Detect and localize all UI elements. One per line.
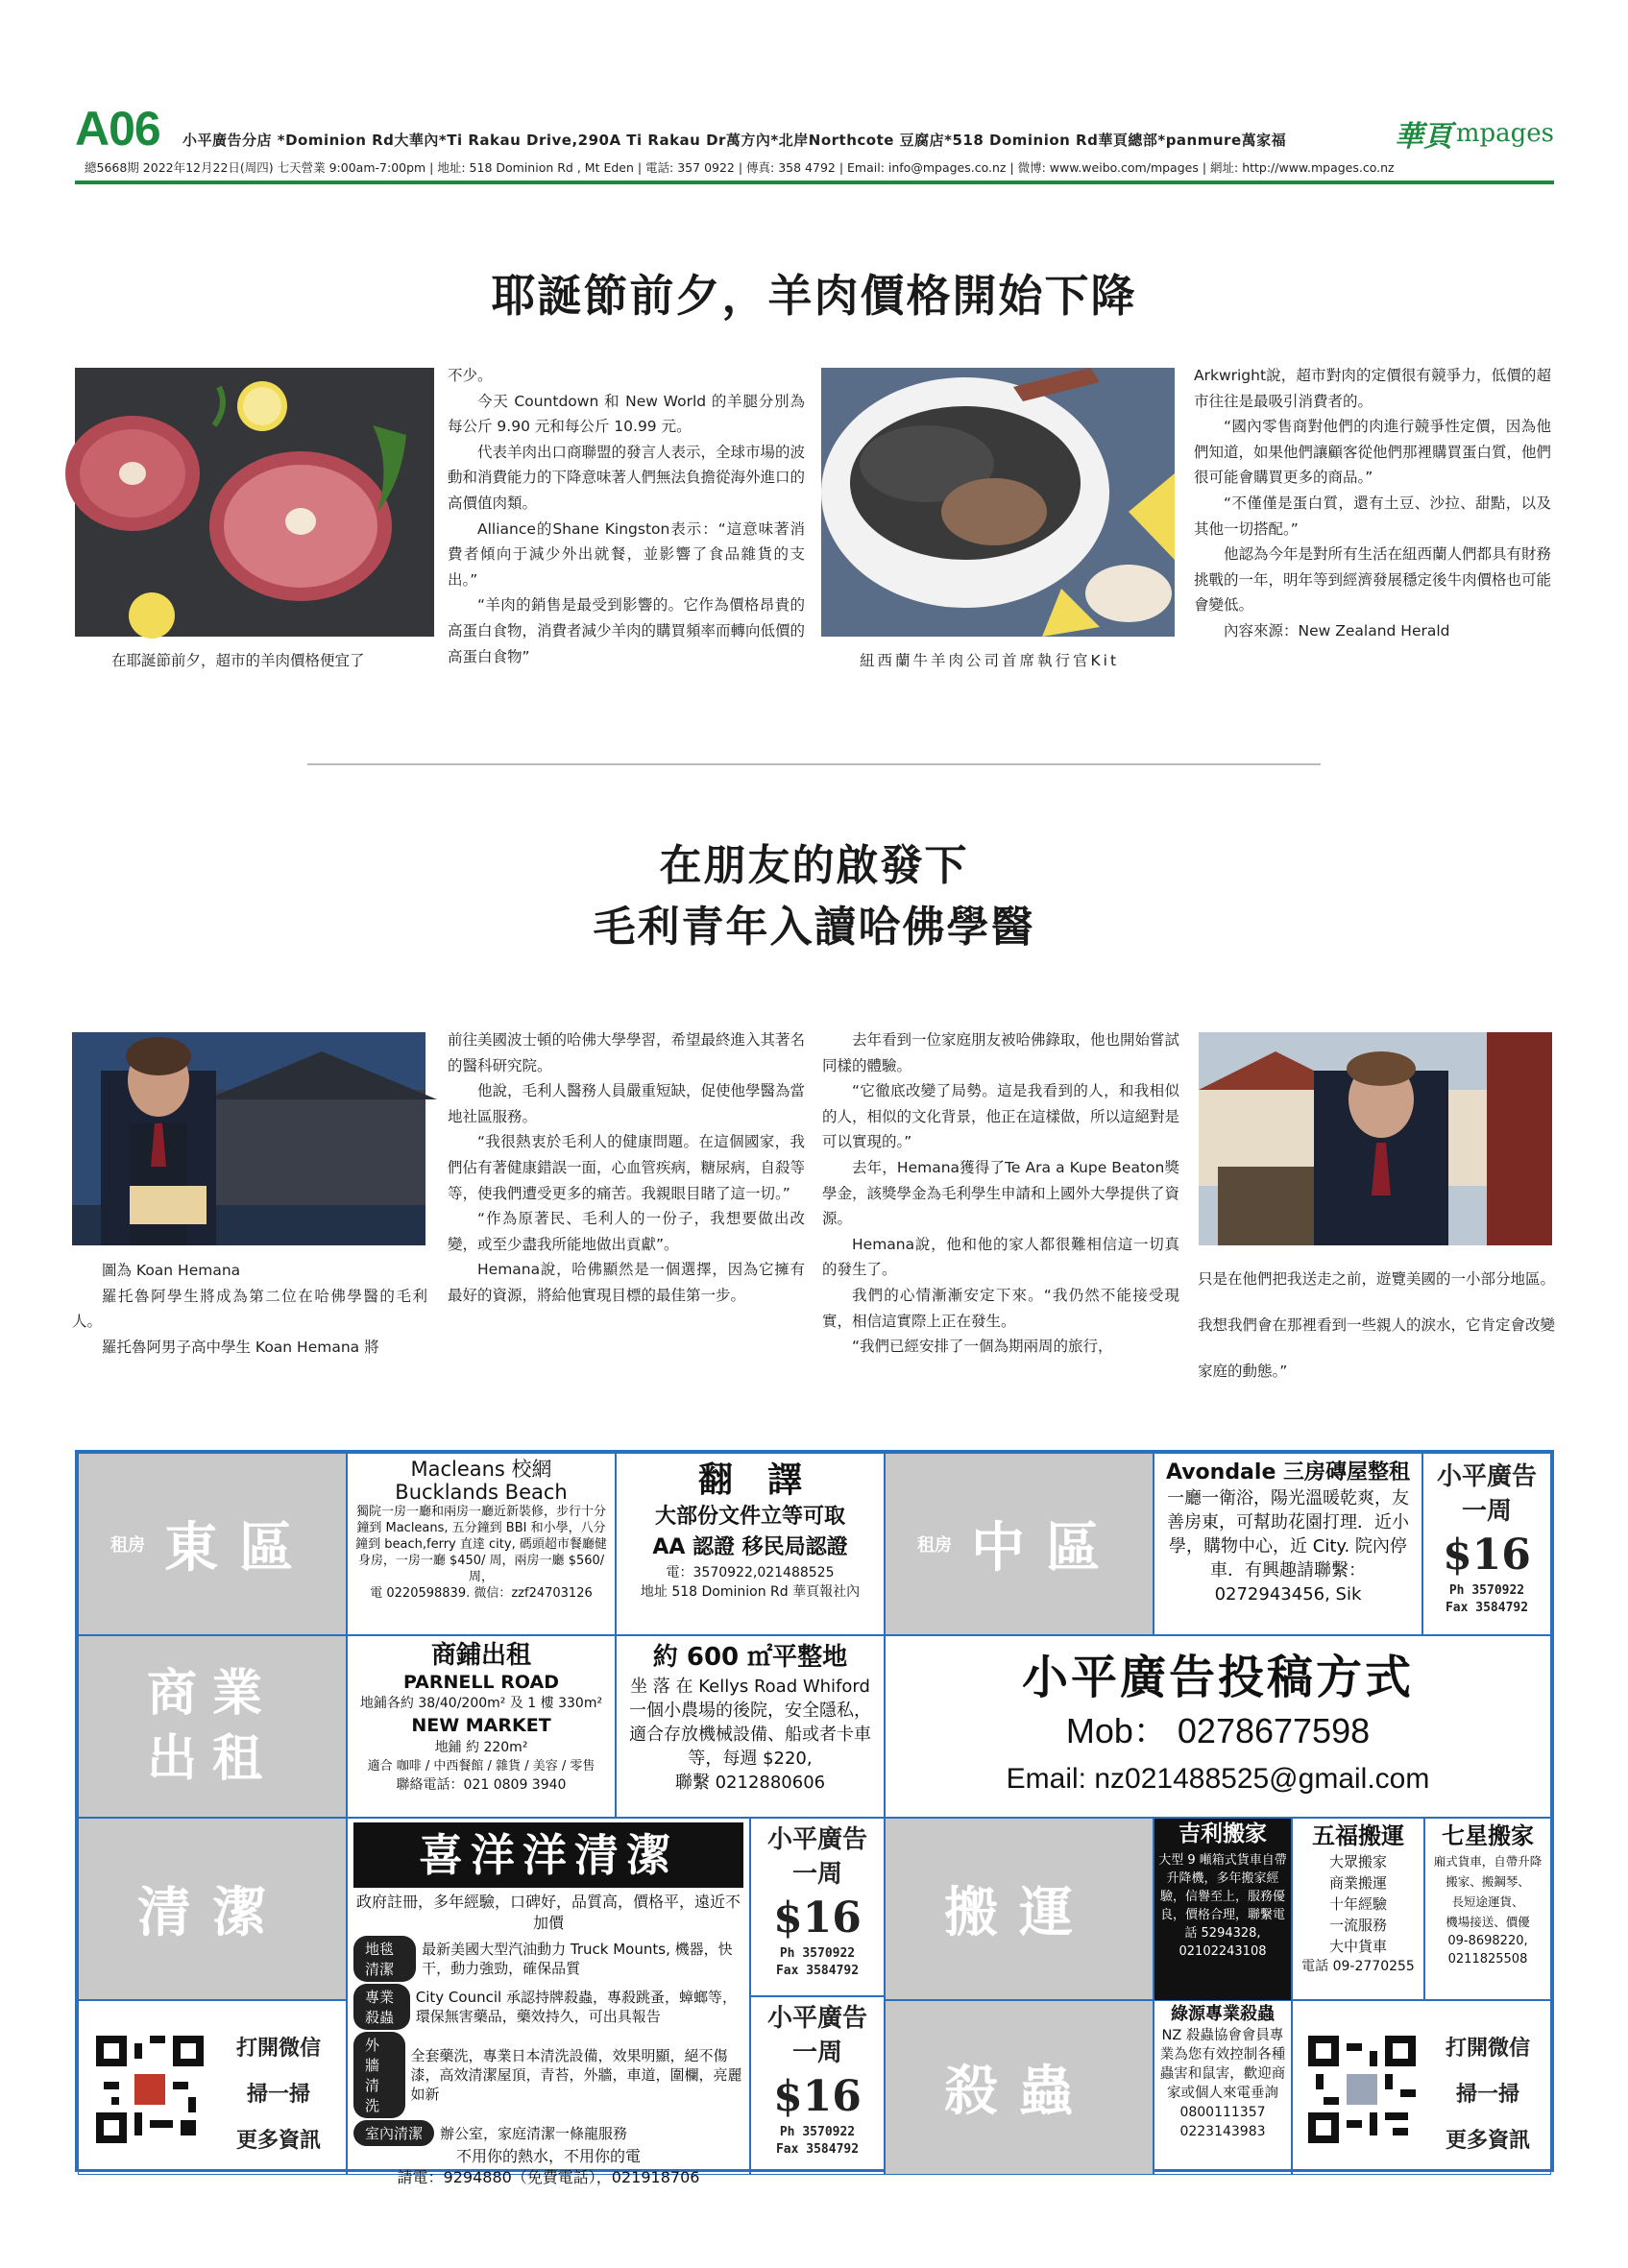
ad-title: 七星搬家 (1442, 1822, 1534, 1849)
ad-subtitle: Bucklands Beach (395, 1481, 568, 1504)
ad-market-size: 地鋪 約 220m² (434, 1740, 528, 1755)
ad-body: 一廳一衛浴，陽光溫暖乾爽，友善房東，可幫助花園打理．近小學，購物中心，近 City. 院內停車．有興趣請聯繫： (1167, 1488, 1409, 1580)
category-cleaning (78, 1818, 347, 2000)
ad-body: NZ 殺蟲協會會員專業為您有效控制各種蟲害和鼠害，歡迎商家或個人來電垂詢 (1159, 2028, 1286, 2101)
ad-qixing-moving (1424, 1818, 1551, 2000)
ad-body: 獨院一房一廳和兩房一廳近新裝修，步行十分鐘到 Macleans, 五分鐘到 BBI 和小學，八分鐘到 beach,ferry 直達 city, 碼頭超市餐廳健身房，一房一廳 $450/ 周，兩房一廳 $560/ 周， (355, 1505, 607, 1584)
ad-body: 坐 落 在 Kellys Road Whiford 一個小農場的後院，安全隱私，適合存放機械設備、船或者卡車等，每週 $220, (629, 1677, 871, 1769)
category-moving (885, 1818, 1154, 2000)
paragraph: Hemana說，他和他的家人都很難相信這一切真的發生了。 (822, 1235, 1179, 1279)
ad-title: Avondale 三房磚屋整租 (1165, 1460, 1411, 1484)
category-label: 出租 (146, 1730, 278, 1788)
article1-caption1: 在耶誕節前夕，超市的羊肉價格便宜了 (111, 652, 365, 669)
cleaning-tag: 專業殺蟲 (353, 1984, 410, 2030)
ad-sizes: 地鋪各約 38/40/200m² 及 1 樓 330m² (359, 1696, 603, 1711)
wechat-line: 掃一掃 (246, 2083, 310, 2107)
mpages-logo (1395, 112, 1554, 155)
ad-shop-rental (347, 1635, 616, 1818)
article1-col1 (448, 363, 805, 669)
article2-headline-line1: 在朋友的啟發下 (659, 841, 969, 890)
ad-price-box-2 (750, 1818, 885, 1996)
paragraph: 羅托魯阿學生將成為第二位在哈佛學醫的毛利人。 (72, 1287, 427, 1331)
qr-code-icon[interactable] (1308, 2036, 1416, 2143)
ad-phone: 電話 09-2770255 (1301, 1959, 1415, 1974)
ad-submission (885, 1635, 1551, 1818)
wechat-line: 更多資訊 (235, 2129, 321, 2153)
ad-phone: 聯絡電話：021 0809 3940 (396, 1777, 567, 1793)
price-value: $16 (1443, 1531, 1531, 1580)
price-period: 一周 (791, 2039, 842, 2067)
paragraph: 不少。 (448, 367, 493, 384)
article2-col4 (1198, 1256, 1555, 1394)
ad-cleaning (347, 1818, 750, 2186)
cleaning-text: City Council 承認持牌殺蟲，專殺跳蚤，蟑螂等，環保無害藥品，藥效持久，可出具報告 (415, 1989, 737, 2025)
qr-code-icon[interactable] (96, 2036, 204, 2143)
paragraph: 去年看到一位家庭朋友被哈佛錄取，他也開始嘗試同樣的體驗。 (822, 1031, 1180, 1074)
paragraph: 圖為 Koan Hemana (102, 1262, 241, 1279)
price-title: 小平廣告 (766, 1825, 867, 1854)
submit-mob: Mob： 0278677598 (1065, 1711, 1371, 1750)
category-label: 殺蟲 (944, 2061, 1094, 2123)
price-value: $16 (773, 2072, 862, 2121)
category-pest-control (885, 2000, 1154, 2175)
wechat-line: 打開微信 (235, 2037, 321, 2061)
paragraph: 羅托魯阿男子高中學生 Koan Hemana 將 (102, 1338, 379, 1356)
price-title: 小平廣告 (766, 2004, 867, 2033)
price-phone: Ph 3570922 (779, 1946, 856, 1961)
page-number: A06 (75, 102, 160, 156)
article1-headline: 耶誕節前夕，羊肉價格開始下降 (491, 270, 1137, 322)
article2-headline-line2: 毛利青年入讀哈佛學醫 (593, 903, 1035, 952)
cleaning-title: 喜洋洋清潔 (353, 1822, 743, 1888)
ad-body: 大眾搬家 商業搬運 十年經驗 一流服務 大中貨車 (1328, 1853, 1387, 1955)
paragraph: Arkwright說，超市對肉的定價很有競爭力，低價的超市往往是最吸引消費者的。 (1194, 367, 1551, 410)
paragraph: 只是在他們把我送走之前，遊覽美國的一小部分地區。我想我們會在那裡看到一些親人的淚水，它肯定會改變家庭的動態。” (1198, 1270, 1556, 1380)
classifieds-section (75, 1450, 1554, 2186)
ad-line: 大部份文件立等可取 (654, 1505, 845, 1529)
article-divider (307, 763, 1321, 765)
category-label: 商業 (146, 1665, 278, 1723)
cleaning-text: 辦公室，家庭清潔一條龍服務 (440, 2124, 628, 2142)
cleaning-phone: 請電：9294880（免費電話），021918706 (397, 2168, 700, 2186)
ad-contact: 0272943456, Sik (1214, 1584, 1362, 1604)
price-fax: Fax 3584792 (775, 1964, 860, 1978)
ad-road: PARNELL ROAD (403, 1672, 559, 1693)
ad-translation (616, 1453, 885, 1635)
paragraph: 我們的心情漸漸安定下來。“我仍然不能接受現實，相信這實際上正在發生。 (822, 1286, 1179, 1330)
ad-wufu-moving (1292, 1818, 1424, 2000)
ad-title: 約 600 ㎡平整地 (652, 1643, 848, 1672)
wechat-line: 打開微信 (1445, 2037, 1530, 2061)
wechat-promo-left (78, 2000, 347, 2175)
ad-title: Macleans 校網 (410, 1458, 552, 1481)
wechat-line: 掃一掃 (1455, 2083, 1519, 2107)
paragraph: “羊肉的銷售是最受到影響的。它作為價格昂貴的高蛋白食物，消費者減少羊肉的購買頻率而轉向低價的高蛋白食物” (448, 596, 806, 665)
ad-title: 吉利搬家 (1154, 1819, 1291, 1849)
cleaning-text: 最新美國大型汽油動力 Truck Mounts, 機器，快干，動力強勁，確保品質 (422, 1941, 733, 1977)
ad-price-box-3 (750, 1996, 885, 2175)
paragraph: 內容來源：New Zealand Herald (1224, 621, 1450, 639)
ad-land (616, 1635, 885, 1818)
submit-email: Email: nz021488525@gmail.com (1006, 1763, 1430, 1795)
article2-headline (0, 835, 1628, 958)
price-value: $16 (773, 1894, 862, 1942)
paragraph: “我們已經安排了一個為期兩周的旅行， (852, 1338, 1113, 1356)
cleaning-text: 全套藥洗，專業日本清洗設備，效果明顯，絕不傷漆，高效清潔屋頂，青苔，外牆，車道，圍欄，亮麗如新 (410, 2047, 742, 2103)
category-rental-east (78, 1453, 347, 1635)
cleaning-tag: 地毯清潔 (353, 1936, 416, 1982)
ad-body: 大型 9 噸箱式貨車自帶升降機，多年搬家經驗，信譽至上，服務優良，價格合理，聯繫電話 5294328, 02102243108 (1154, 1849, 1291, 2001)
category-small-label: 租房 (110, 1535, 145, 1556)
category-label: 清潔 (137, 1882, 287, 1944)
issue-info: 總5668期 2022年12月22日(周四) 七天營業 9:00am-7:00pm | 地址: 518 Dominion Rd , Mt Eden | 電話: 357 0922 | 傳真: 358 4792 | Email: info@mpages.co.nz | 微博: www.weibo.com/mpages | 網址: http://www.mpages.co.nz (85, 160, 1395, 175)
ad-title: 翻 譯 (697, 1460, 802, 1500)
category-rental-central (885, 1453, 1154, 1635)
ad-market: NEW MARKET (411, 1715, 551, 1736)
paragraph: 他認為今年是對所有生活在紐西蘭人們都具有財務挑戰的一年，明年等到經濟發展穩定後牛肉價格也可能會變低。 (1194, 545, 1552, 615)
submit-title: 小平廣告投稿方式 (1021, 1651, 1414, 1704)
cleaning-intro: 政府註冊，多年經驗，口碑好，品質高，價格平，遠近不加價 (355, 1893, 741, 1932)
ad-phone: 電：3570922,021488525 (666, 1565, 835, 1580)
category-label: 東區 (164, 1517, 314, 1580)
category-commercial (78, 1635, 347, 1818)
koan-hemana-photo-2 (1199, 1032, 1552, 1245)
cleaning-tag: 外牆清洗 (353, 2032, 405, 2118)
wechat-promo-right (1292, 2000, 1551, 2175)
ad-contact: 聯繫 0212880606 (674, 1773, 826, 1793)
logo-mark: 華頁 (1394, 120, 1452, 154)
cleaning-note: 不用你的熱水，不用你的電 (455, 2147, 641, 2165)
branch-list: 小平廣告分店 *Dominion Rd大華內*Ti Rakau Drive,290A Ti Rakau Dr萬方內*北岸Northcote 豆腐店*518 Dominion Rd華頁總部*panmure萬家福 (182, 132, 1287, 149)
category-label: 搬運 (944, 1882, 1094, 1944)
paragraph: 前往美國波士頓的哈佛大學學習，希望最終進入其著名的醫科研究院。 (448, 1031, 806, 1074)
paragraph: “我很熱衷於毛利人的健康問題。在這個國家，我們佔有著健康錯誤一面，心血管疾病，糖尿病，自殺等等，使我們遭受更多的痛苦。我親眼目睹了這一切。” (448, 1133, 806, 1202)
wechat-line: 更多資訊 (1445, 2129, 1530, 2153)
article1-col2 (1194, 363, 1551, 644)
price-period: 一周 (791, 1860, 842, 1889)
logo-text: mpages (1455, 119, 1554, 148)
koan-hemana-photo-1 (72, 1032, 425, 1245)
paragraph: Hemana說，哈佛顯然是一個選擇，因為它擁有最好的資源，將給他實現目標的最佳第一步。 (448, 1261, 805, 1304)
ad-jili-moving (1154, 1818, 1292, 2000)
price-fax: Fax 3584792 (775, 2142, 860, 2157)
ad-address: 地址 518 Dominion Rd 華頁報社內 (640, 1584, 861, 1600)
price-phone: Ph 3570922 (779, 2125, 856, 2139)
ad-body: 廂式貨車，自帶升降 搬家、搬鋼琴、 長短途運貨、 機場接送、價優 (1433, 1854, 1543, 1929)
paragraph: 他說，毛利人醫務人員嚴重短缺，促使他學醫為當地社區服務。 (448, 1082, 806, 1125)
price-period: 一周 (1461, 1497, 1512, 1526)
paragraph: 去年，Hemana獲得了Te Ara a Kupe Beaton獎學金，該獎學金為毛利學生申請和上國外大學提供了資源。 (822, 1158, 1180, 1228)
paragraph: 代表羊肉出口商聯盟的發言人表示，全球市場的波動和消費能力的下降意味著人們無法負擔從海外進口的高價值肉類。 (448, 443, 806, 512)
paragraph: Alliance的Shane Kingston表示：“這意味著消費者傾向于減少外出就餐，並影響了食品雜貨的支出。” (448, 519, 805, 589)
ad-uses: 適合 咖啡 / 中西餐館 / 雜貨 / 美容 / 零售 (367, 1759, 595, 1773)
paragraph: “不僅僅是蛋白質，還有土豆、沙拉、甜點，以及其他一切搭配。” (1194, 494, 1551, 538)
price-title: 小平廣告 (1436, 1462, 1537, 1491)
ad-contact: 電 0220598839. 微信：zzf24703126 (370, 1586, 593, 1601)
ad-price-box-1 (1422, 1453, 1551, 1635)
ad-phone: 09-8698220, 0211825508 (1447, 1934, 1528, 1966)
article2-col3 (822, 1027, 1179, 1360)
article2-col1 (72, 1258, 427, 1360)
ad-lvyuan-pest (1154, 2000, 1292, 2175)
lamb-dish-photo (821, 368, 1175, 637)
ad-line: AA 認證 移民局認證 (652, 1535, 848, 1559)
ad-title: 五福搬運 (1312, 1822, 1404, 1849)
lamb-meat-photo (75, 368, 434, 637)
category-small-label: 租房 (917, 1535, 952, 1556)
paragraph: “它徹底改變了局勢。這是我看到的人，和我相似的人，相似的文化背景，他正在這樣做，所以這絕對是可以實現的。” (822, 1082, 1180, 1151)
ad-title: 綠源專業殺蟲 (1171, 2004, 1275, 2024)
ad-macleans (347, 1453, 616, 1635)
ad-avondale (1154, 1453, 1422, 1635)
header-rule (75, 181, 1554, 184)
paragraph: 今天 Countdown 和 New World 的羊腿分別為每公斤 9.90 元和每公斤 10.99 元。 (448, 392, 805, 436)
page-header (75, 101, 1554, 187)
price-fax: Fax 3584792 (1445, 1601, 1529, 1615)
price-phone: Ph 3570922 (1448, 1583, 1525, 1598)
ad-phone: 0800111357 0223143983 (1179, 2105, 1266, 2139)
ad-title: 商鋪出租 (430, 1641, 531, 1670)
paragraph: “國內零售商對他們的肉進行競爭性定價，因為他們知道，如果他們讓顧客從他們那裡購買蛋白質，他們很可能會購買更多的商品。” (1194, 418, 1552, 487)
cleaning-tag: 室內清潔 (353, 2120, 434, 2146)
article2-col2 (448, 1027, 805, 1309)
category-label: 中區 (971, 1517, 1121, 1580)
article1-caption2: 紐西蘭牛羊肉公司首席執行官Kit (860, 652, 1120, 669)
paragraph: “作為原著民、毛利人的一份子，我想要做出改變，或至少盡我所能地做出貢獻”。 (448, 1210, 805, 1253)
